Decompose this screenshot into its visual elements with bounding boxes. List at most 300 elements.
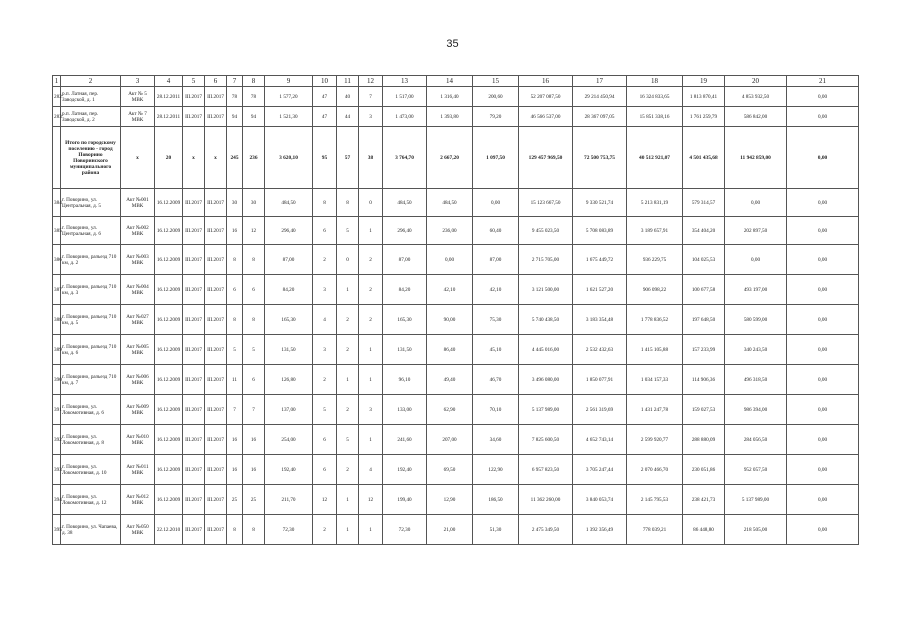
table-row: [53, 275, 859, 305]
table-cell: 84,20: [265, 275, 313, 305]
table-cell: 30: [227, 189, 243, 217]
table-cell: 69,50: [427, 455, 473, 485]
table-cell: 1 521,30: [265, 107, 313, 127]
table-cell: Акт № 5 МВК: [121, 87, 155, 107]
table-cell: 3 705 247,44: [573, 455, 627, 485]
table-cell: 354 404,20: [683, 217, 725, 245]
table-cell: III.2017: [183, 217, 205, 245]
table-row: [53, 305, 859, 335]
table-cell: г. Поворино, разъезд 710 км, д. 7: [61, 365, 121, 395]
table-cell: 385: [53, 217, 61, 245]
table-cell: 1 473,00: [383, 107, 427, 127]
table-cell: 580 599,00: [725, 305, 787, 335]
table-cell: 0,00: [787, 275, 859, 305]
table-cell: 199,40: [383, 485, 427, 515]
table-cell: 137,00: [265, 395, 313, 425]
table-cell: 16.12.2009: [155, 365, 183, 395]
table-cell: 6: [227, 275, 243, 305]
table-cell: 1 415 105,88: [627, 335, 683, 365]
table-cell: г. Поворино, ул. Локомотивная, д. 6: [61, 395, 121, 425]
table-cell: 95: [313, 127, 337, 189]
table-cell: 8: [227, 305, 243, 335]
table-cell: г. Поворино, ул. Центральная, д. 6: [61, 217, 121, 245]
table-cell: 12: [243, 217, 265, 245]
table-cell: 986 394,00: [725, 395, 787, 425]
column-number: 13: [383, 76, 427, 87]
table-cell: III.2017: [205, 217, 227, 245]
table-cell: 94: [243, 107, 265, 127]
table-cell: г. Поворино, ул. Чапаева, д. 38: [61, 515, 121, 545]
table-row: [53, 425, 859, 455]
table-cell: Акт №004 МВК: [121, 275, 155, 305]
column-number: 12: [359, 76, 383, 87]
table-cell: 3 620,10: [265, 127, 313, 189]
table-cell: 72,30: [383, 515, 427, 545]
column-number: 7: [227, 76, 243, 87]
table-cell: 46 566 537,00: [519, 107, 573, 127]
table-cell: 2 475 349,50: [519, 515, 573, 545]
table-cell: 16.12.2009: [155, 217, 183, 245]
table-cell: 1: [359, 335, 383, 365]
table-cell: 126,80: [265, 365, 313, 395]
table-cell: 192,40: [265, 455, 313, 485]
table-cell: 186,50: [473, 485, 519, 515]
table-cell: 2 561 319,69: [573, 395, 627, 425]
table-cell: 0,00: [787, 87, 859, 107]
table-cell: 0,00: [787, 217, 859, 245]
table-cell: 386: [53, 245, 61, 275]
table-cell: III.2017: [205, 425, 227, 455]
table-cell: 4: [359, 455, 383, 485]
table-cell: 236,00: [427, 217, 473, 245]
table-cell: 45,10: [473, 335, 519, 365]
table-cell: III.2017: [183, 189, 205, 217]
table-cell: 3 764,70: [383, 127, 427, 189]
table-cell: 3: [359, 107, 383, 127]
table-cell: г. Поворино, ул. Локомотивная, д. 10: [61, 455, 121, 485]
table-row: [53, 245, 859, 275]
table-row: [53, 365, 859, 395]
table-cell: 20: [155, 127, 183, 189]
table-row: [53, 455, 859, 485]
table-cell: 1 097,50: [473, 127, 519, 189]
table-row: [53, 335, 859, 365]
table-cell: III.2017: [205, 87, 227, 107]
table-cell: 4: [313, 305, 337, 335]
table-cell: 579 314,57: [683, 189, 725, 217]
table-cell: Акт №002 МВК: [121, 217, 155, 245]
table-cell: р.п. Латная, пер. Заводской, д. 2: [61, 107, 121, 127]
table-cell: 5: [227, 335, 243, 365]
table-cell: 202 897,50: [725, 217, 787, 245]
table-cell: 4 853 932,50: [725, 87, 787, 107]
table-cell: Итого по городскому поселению - город Поворино Поворинского муниципального района: [61, 127, 121, 189]
column-number: 14: [427, 76, 473, 87]
table-cell: III.2017: [205, 335, 227, 365]
column-number: 4: [155, 76, 183, 87]
column-number: 9: [265, 76, 313, 87]
table-cell: 3: [313, 275, 337, 305]
table-cell: III.2017: [183, 335, 205, 365]
table-cell: 3 121 500,00: [519, 275, 573, 305]
table-cell: 87,00: [383, 245, 427, 275]
table-cell: 131,50: [383, 335, 427, 365]
table-cell: 16.12.2009: [155, 335, 183, 365]
table-cell: Акт №009 МВК: [121, 395, 155, 425]
table-cell: 2: [337, 395, 359, 425]
table-cell: 6 957 823,50: [519, 455, 573, 485]
table-cell: 40: [337, 87, 359, 107]
column-number: 11: [337, 76, 359, 87]
table-cell: 0,00: [787, 245, 859, 275]
table-cell: 28.12.2011: [155, 107, 183, 127]
table-cell: 3 189 657,91: [627, 217, 683, 245]
table-cell: г. Поворино, ул. Центральная, д. 5: [61, 189, 121, 217]
table-cell: 1: [337, 515, 359, 545]
table-cell: 1: [337, 365, 359, 395]
table-cell: [53, 127, 61, 189]
table-cell: 0,00: [787, 485, 859, 515]
table-cell: 86,40: [427, 335, 473, 365]
table-cell: 1 393,80: [427, 107, 473, 127]
table-cell: 1: [359, 217, 383, 245]
table-cell: 2 532 432,63: [573, 335, 627, 365]
table-cell: III.2017: [205, 107, 227, 127]
table-cell: 1: [337, 275, 359, 305]
table-cell: 200,60: [473, 87, 519, 107]
table-cell: 230 051,86: [683, 455, 725, 485]
table-cell: 22.12.2010: [155, 515, 183, 545]
table-cell: 0,00: [787, 189, 859, 217]
column-number: 1: [53, 76, 61, 87]
table-cell: 192,40: [383, 455, 427, 485]
table-cell: 12,90: [427, 485, 473, 515]
table-cell: 16.12.2009: [155, 275, 183, 305]
table-cell: 2 599 920,77: [627, 425, 683, 455]
column-number: 2: [61, 76, 121, 87]
table-cell: 1 850 077,91: [573, 365, 627, 395]
table-cell: 5 137 989,00: [725, 485, 787, 515]
table-cell: 5: [337, 425, 359, 455]
table-cell: 586 842,00: [725, 107, 787, 127]
table-cell: 5: [243, 335, 265, 365]
table-cell: 390: [53, 365, 61, 395]
table-cell: 12: [359, 485, 383, 515]
table-cell: 0,00: [787, 425, 859, 455]
table-cell: 78: [227, 87, 243, 107]
table-cell: 0,00: [725, 245, 787, 275]
table-cell: 1 431 247,78: [627, 395, 683, 425]
table-cell: 57: [337, 127, 359, 189]
table-cell: 8: [313, 189, 337, 217]
column-number: 20: [725, 76, 787, 87]
table-cell: 52 207 087,50: [519, 87, 573, 107]
table-cell: 2: [313, 245, 337, 275]
column-number: 10: [313, 76, 337, 87]
table-cell: 72 500 753,75: [573, 127, 627, 189]
table-cell: 3: [313, 335, 337, 365]
table-cell: 936 229,75: [627, 245, 683, 275]
table-cell: 0: [337, 245, 359, 275]
table-cell: III.2017: [183, 245, 205, 275]
table-cell: 9 455 023,50: [519, 217, 573, 245]
table-cell: III.2017: [205, 485, 227, 515]
table-cell: 47: [313, 107, 337, 127]
table-cell: 70,10: [473, 395, 519, 425]
table-cell: 15 851 338,16: [627, 107, 683, 127]
table-cell: 11 942 859,00: [725, 127, 787, 189]
table-cell: 493 197,00: [725, 275, 787, 305]
table-cell: 16.12.2009: [155, 189, 183, 217]
table-cell: 1: [359, 425, 383, 455]
table-cell: 7 825 600,50: [519, 425, 573, 455]
table-cell: 2: [337, 455, 359, 485]
table-cell: 6: [313, 217, 337, 245]
table-cell: 7: [359, 87, 383, 107]
table-cell: 2 715 705,00: [519, 245, 573, 275]
table-cell: 3 496 080,00: [519, 365, 573, 395]
table-cell: 6: [243, 275, 265, 305]
table-cell: г. Поворино, разъезд 710 км, д. 5: [61, 305, 121, 335]
table-cell: 86 448,80: [683, 515, 725, 545]
table-cell: 16: [227, 217, 243, 245]
table-row: [53, 515, 859, 545]
table-row: [53, 395, 859, 425]
table-cell: 0,00: [473, 189, 519, 217]
table-cell: 388: [53, 305, 61, 335]
table-cell: 30: [243, 189, 265, 217]
table-cell: 42,10: [473, 275, 519, 305]
table-cell: 391: [53, 395, 61, 425]
table-cell: 16.12.2009: [155, 425, 183, 455]
table-cell: 165,30: [265, 305, 313, 335]
table-cell: 0,00: [787, 395, 859, 425]
table-cell: 0,00: [787, 107, 859, 127]
table-cell: 7: [243, 395, 265, 425]
table-cell: 0: [359, 189, 383, 217]
table-cell: 1 577,20: [265, 87, 313, 107]
table-cell: 2: [359, 245, 383, 275]
column-number: 18: [627, 76, 683, 87]
table-cell: 94: [227, 107, 243, 127]
table-cell: III.2017: [205, 515, 227, 545]
table-cell: 0,00: [787, 365, 859, 395]
table-cell: 1 778 836,52: [627, 305, 683, 335]
table-cell: 87,00: [265, 245, 313, 275]
table-cell: 778 039,21: [627, 515, 683, 545]
table-cell: III.2017: [205, 245, 227, 275]
table-cell: 241,60: [383, 425, 427, 455]
table-cell: 395: [53, 515, 61, 545]
table-cell: 1 316,40: [427, 87, 473, 107]
table-cell: Акт №005 МВК: [121, 335, 155, 365]
table-cell: 296,40: [265, 217, 313, 245]
table-cell: 9 330 521,74: [573, 189, 627, 217]
table-cell: 8: [337, 189, 359, 217]
table-cell: 16: [227, 425, 243, 455]
table-cell: 8: [243, 515, 265, 545]
table-cell: III.2017: [183, 455, 205, 485]
table-cell: 6: [313, 455, 337, 485]
table-cell: 296,40: [383, 217, 427, 245]
table-cell: 2: [359, 305, 383, 335]
table-cell: 4 445 016,00: [519, 335, 573, 365]
table-cell: 1 761 259,79: [683, 107, 725, 127]
table-cell: 394: [53, 485, 61, 515]
table-cell: 8: [227, 515, 243, 545]
table-cell: 2: [313, 365, 337, 395]
table-row: [53, 107, 859, 127]
table-cell: 2: [313, 515, 337, 545]
table-cell: 211,70: [265, 485, 313, 515]
table-cell: 16: [243, 425, 265, 455]
table-cell: 392: [53, 425, 61, 455]
column-number: 19: [683, 76, 725, 87]
table-cell: 288 880,09: [683, 425, 725, 455]
table-cell: Акт №003 МВК: [121, 245, 155, 275]
table-cell: 28 367 097,05: [573, 107, 627, 127]
table-cell: 6: [243, 365, 265, 395]
table-cell: г. Поворино, ул. Локомотивная, д. 8: [61, 425, 121, 455]
table-cell: 2: [359, 275, 383, 305]
table-cell: 1 813 870,41: [683, 87, 725, 107]
table-cell: 1: [337, 485, 359, 515]
column-number: 3: [121, 76, 155, 87]
table-cell: 38: [359, 127, 383, 189]
table-cell: г. Поворино, разъезд 710 км, д. 3: [61, 275, 121, 305]
table-cell: 389: [53, 335, 61, 365]
table-cell: 40 512 921,07: [627, 127, 683, 189]
table-cell: Акт №006 МВК: [121, 365, 155, 395]
table-cell: 245: [227, 127, 243, 189]
table-cell: 16.12.2009: [155, 395, 183, 425]
table-cell: 78: [243, 87, 265, 107]
table-cell: 4 501 435,68: [683, 127, 725, 189]
table-cell: III.2017: [183, 425, 205, 455]
table-cell: 8: [243, 305, 265, 335]
table-cell: III.2017: [183, 485, 205, 515]
table-cell: 236: [243, 127, 265, 189]
table-cell: г. Поворино, ул. Локомотивная, д. 12: [61, 485, 121, 515]
table-cell: 283: [53, 107, 61, 127]
table-cell: III.2017: [183, 365, 205, 395]
table-cell: р.п. Латная, пер. Заводской, д. 1: [61, 87, 121, 107]
table-cell: 0,00: [787, 305, 859, 335]
table-cell: III.2017: [205, 305, 227, 335]
table-cell: 159 027,53: [683, 395, 725, 425]
table-cell: 72,30: [265, 515, 313, 545]
table-cell: 2: [337, 305, 359, 335]
table-row: [53, 485, 859, 515]
table-cell: 218 505,00: [725, 515, 787, 545]
table-cell: III.2017: [205, 275, 227, 305]
table-cell: 62,90: [427, 395, 473, 425]
table-cell: III.2017: [183, 305, 205, 335]
table-cell: 4 652 743,14: [573, 425, 627, 455]
table-cell: 0,00: [725, 189, 787, 217]
table-cell: 3 183 354,48: [573, 305, 627, 335]
table-cell: 6: [313, 425, 337, 455]
table-cell: 387: [53, 275, 61, 305]
table-cell: 5: [337, 217, 359, 245]
table-cell: 1 517,00: [383, 87, 427, 107]
table-cell: 2 070 466,70: [627, 455, 683, 485]
table-cell: 122,90: [473, 455, 519, 485]
table-cell: 5: [313, 395, 337, 425]
table-cell: 3: [359, 395, 383, 425]
table-cell: III.2017: [183, 515, 205, 545]
table-cell: 84,20: [383, 275, 427, 305]
table-cell: Акт №012 МВК: [121, 485, 155, 515]
table-cell: 8: [243, 245, 265, 275]
table-cell: 49,40: [427, 365, 473, 395]
table-cell: 44: [337, 107, 359, 127]
table-cell: 75,30: [473, 305, 519, 335]
column-number: 21: [787, 76, 859, 87]
table-cell: III.2017: [205, 365, 227, 395]
table-cell: 238 421,73: [683, 485, 725, 515]
table-cell: 952 057,50: [725, 455, 787, 485]
table-cell: x: [121, 127, 155, 189]
table-cell: 0,00: [427, 245, 473, 275]
table-cell: Акт №027 МВК: [121, 305, 155, 335]
table-cell: 133,00: [383, 395, 427, 425]
table-cell: 0,00: [787, 515, 859, 545]
table-cell: 0,00: [787, 127, 859, 189]
table-cell: 2 667,20: [427, 127, 473, 189]
table-cell: 11 362 260,00: [519, 485, 573, 515]
column-number: 6: [205, 76, 227, 87]
table-cell: 484,50: [383, 189, 427, 217]
table-cell: 28.12.2011: [155, 87, 183, 107]
table-cell: III.2017: [183, 87, 205, 107]
table-cell: 21,00: [427, 515, 473, 545]
table-cell: 0,00: [787, 455, 859, 485]
table-cell: г. Поворино, разъезд 710 км, д. 2: [61, 245, 121, 275]
table-cell: Акт №050 МВК: [121, 515, 155, 545]
table-cell: Акт № 7 МВК: [121, 107, 155, 127]
table-cell: Акт №001 МВК: [121, 189, 155, 217]
table-cell: 96,10: [383, 365, 427, 395]
table-cell: 29 214 450,94: [573, 87, 627, 107]
table-cell: 79,20: [473, 107, 519, 127]
table-cell: 284 056,50: [725, 425, 787, 455]
table-cell: 1 675 449,72: [573, 245, 627, 275]
table-cell: 340 243,50: [725, 335, 787, 365]
table-cell: 5 740 438,50: [519, 305, 573, 335]
table-cell: 484,50: [427, 189, 473, 217]
table-cell: Акт №011 МВК: [121, 455, 155, 485]
table-cell: III.2017: [183, 395, 205, 425]
table-row: [53, 87, 859, 107]
table-cell: 25: [227, 485, 243, 515]
table-cell: III.2017: [183, 275, 205, 305]
table-cell: 16.12.2009: [155, 305, 183, 335]
table-cell: 46,70: [473, 365, 519, 395]
table-row: [53, 217, 859, 245]
table-cell: 496 318,50: [725, 365, 787, 395]
table-cell: 3 840 053,74: [573, 485, 627, 515]
table-cell: 16.12.2009: [155, 245, 183, 275]
table-cell: 12: [313, 485, 337, 515]
page-number: 35: [446, 38, 459, 50]
table-cell: 5 137 989,00: [519, 395, 573, 425]
table-cell: 484,50: [265, 189, 313, 217]
column-number: 17: [573, 76, 627, 87]
table-cell: 25: [243, 485, 265, 515]
table-cell: 282: [53, 87, 61, 107]
table-cell: Акт №010 МВК: [121, 425, 155, 455]
